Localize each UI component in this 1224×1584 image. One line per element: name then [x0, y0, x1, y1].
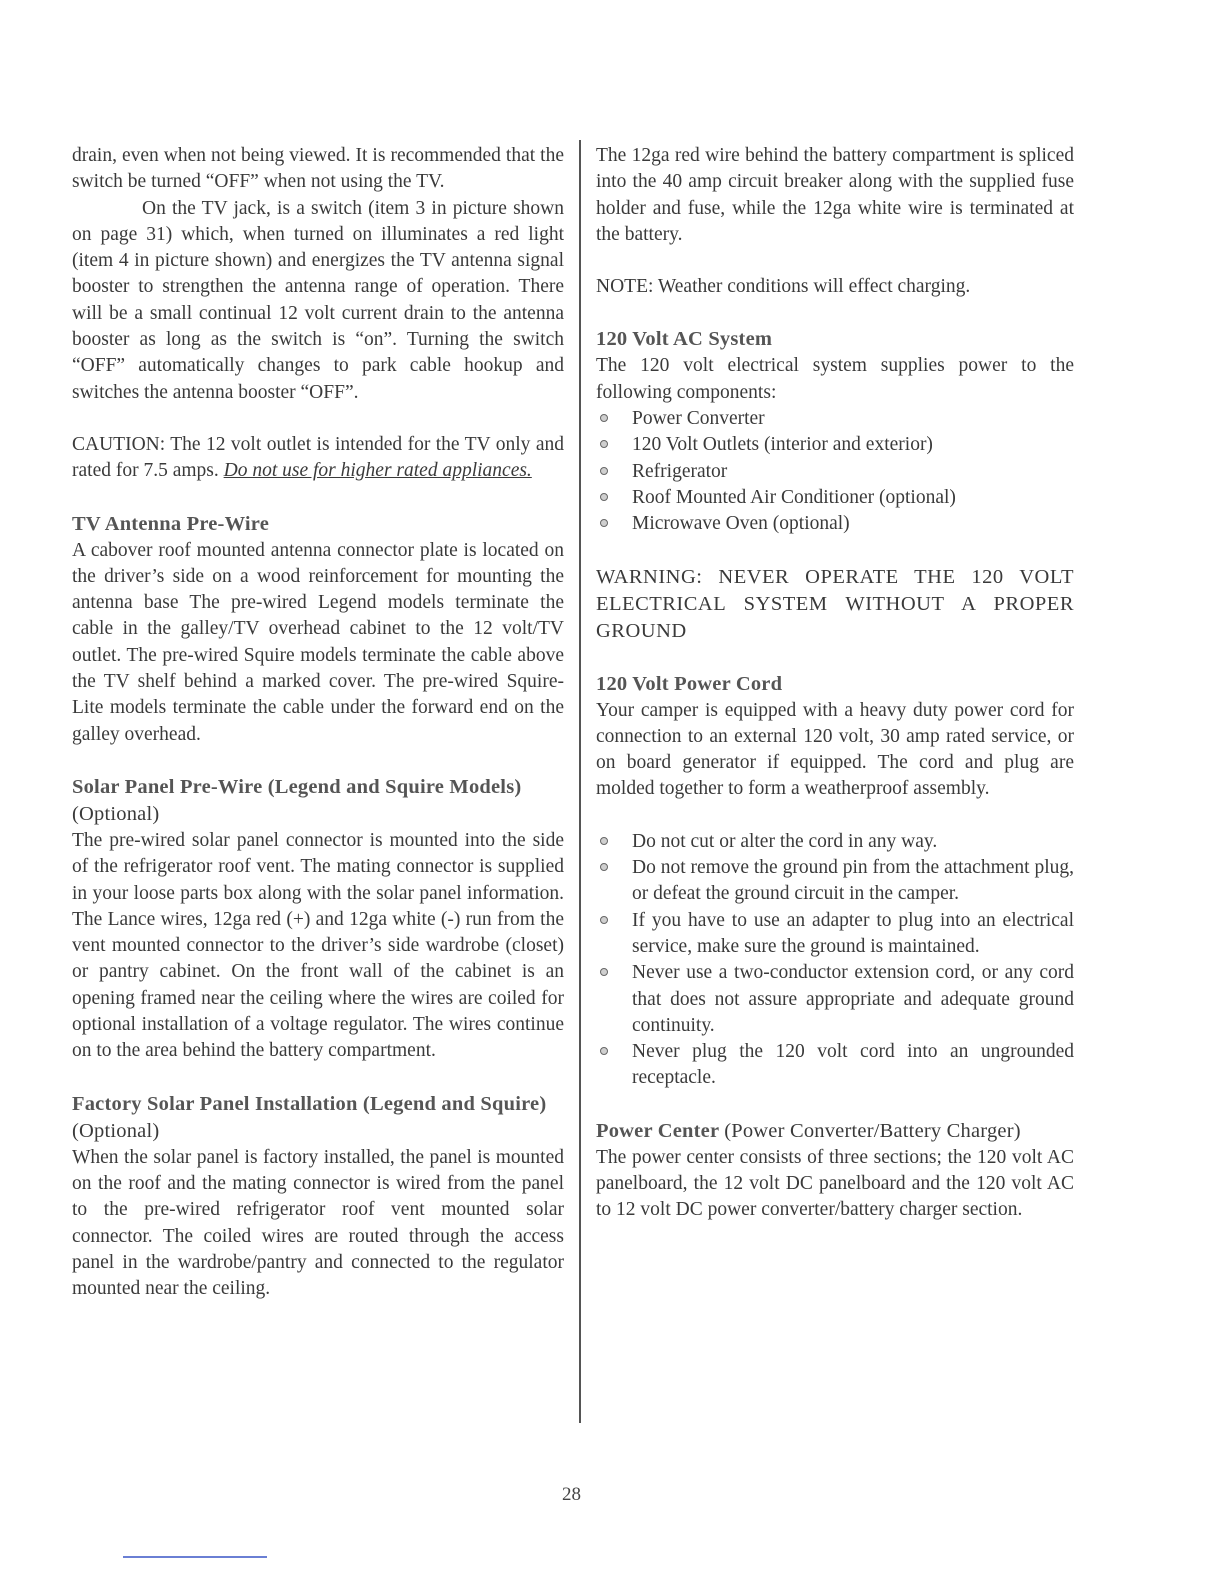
warning-ground: WARNING: NEVER OPERATE THE 120 VOLT ELECTRICAL SYSTEM WITHOUT A PROPER GROUND — [596, 565, 1074, 642]
paragraph-tv-antenna: A cabover roof mounted antenna connector plate is located on the driver’s side on a wood reinforcement for mounting the antenna base The pre-wired Legend models terminate the cable in the galley/TV overhead cabinet to the 12 volt/TV outlet. The pre-wired Squire models terminate the cable above the TV shelf behind a marked cover. The pre-wired Squire-Lite models terminate the cable under the forward end on the galley overhead. — [72, 539, 564, 745]
list-item-text: Do not cut or alter the cord in any way. — [632, 830, 938, 852]
list-item — [596, 829, 1074, 855]
page-number: 28 — [562, 1484, 581, 1505]
list-item-text: Refrigerator — [632, 460, 728, 482]
bullet-icon — [600, 440, 608, 448]
list-item — [596, 511, 1074, 537]
heading-solar-prewire-title: Solar Panel Pre-Wire (Legend and Squire Models) — [72, 775, 522, 798]
heading-power-center-title: Power Center — [596, 1119, 719, 1142]
paragraph-drain: drain, even when not being viewed. It is recommended that the switch be turned “OFF” when not using the TV. — [72, 145, 564, 193]
heading-solar-prewire — [72, 774, 564, 828]
list-item-text: Never use a two-conductor extension cord, or any cord that does not assure appropriate and adequate ground continuity. — [632, 962, 1074, 1036]
list-item — [596, 406, 1074, 432]
list-item — [596, 908, 1074, 961]
heading-power-center — [596, 1118, 1074, 1145]
paragraph-power-cord: Your camper is equipped with a heavy duty power cord for connection to an external 120 volt, 30 amp rated service, or on board generator if equipped. The cord and plug are molded together to form a weatherproof assembly. — [596, 699, 1074, 800]
bullet-icon — [600, 863, 608, 871]
bullet-icon — [600, 493, 608, 501]
list-item-text: Power Converter — [632, 408, 765, 430]
footnote-rule — [123, 1556, 267, 1558]
list-item — [596, 485, 1074, 511]
bullet-icon — [600, 414, 608, 422]
heading-solar-prewire-optional: (Optional) — [72, 802, 160, 825]
paragraph-power-center: The power center consists of three sections; the 120 volt AC panelboard, the 12 volt DC panelboard and the 120 volt AC to 12 volt DC power converter/battery charger section. — [596, 1146, 1074, 1221]
right-column — [596, 143, 1074, 1224]
heading-power-center-subtitle: (Power Converter/Battery Charger) — [724, 1119, 1021, 1142]
heading-factory-solar — [72, 1091, 564, 1145]
list-item — [596, 1039, 1074, 1092]
ac-components-list — [596, 406, 1074, 537]
paragraph-factory-solar: When the solar panel is factory installed, the panel is mounted on the roof and the mating connector is wired from the panel to the pre-wired refrigerator roof vent mounted solar connector. The coiled wires are routed through the access panel in the wardrobe/pantry and connected to the regulator mounted near the ceiling. — [72, 1146, 564, 1300]
heading-ac-system: 120 Volt AC System — [596, 328, 773, 351]
list-item — [596, 459, 1074, 485]
list-item-text: Microwave Oven (optional) — [632, 513, 850, 535]
list-item-text: If you have to use an adapter to plug into an electrical service, make sure the ground is maintained. — [632, 909, 1074, 957]
left-column — [72, 143, 564, 1302]
bullet-icon — [600, 968, 608, 976]
bullet-icon — [600, 1047, 608, 1055]
bullet-icon — [600, 519, 608, 527]
bullet-icon — [600, 916, 608, 924]
list-item — [596, 432, 1074, 458]
caution-underlined-text: Do not use for higher rated appliances. — [223, 460, 532, 482]
heading-factory-solar-title: Factory Solar Panel Installation (Legend and Squire) — [72, 1092, 547, 1115]
list-item-text: Roof Mounted Air Conditioner (optional) — [632, 486, 956, 508]
note-weather: NOTE: Weather conditions will effect charging. — [596, 276, 971, 298]
column-divider — [579, 140, 581, 1423]
bullet-icon — [600, 467, 608, 475]
heading-factory-solar-optional: (Optional) — [72, 1119, 160, 1142]
heading-power-cord: 120 Volt Power Cord — [596, 672, 783, 695]
paragraph-red-wire: The 12ga red wire behind the battery compartment is spliced into the 40 amp circuit breaker along with the supplied fuse holder and fuse, while the 12ga white wire is terminated at the battery. — [596, 145, 1074, 245]
list-item-text: Do not remove the ground pin from the attachment plug, or defeat the ground circuit in the camper. — [632, 857, 1074, 905]
heading-tv-antenna: TV Antenna Pre-Wire — [72, 512, 270, 535]
paragraph-solar-prewire: The pre-wired solar panel connector is mounted into the side of the refrigerator roof vent. The mating connector is supplied in your loose parts box along with the solar panel information. The Lance wires, 12ga red (+) and 12ga white (-) run from the vent mounted connector to the driver’s side wardrobe (closet) or pantry cabinet. On the front wall of the cabinet is an opening framed near the ceiling where the wires are coiled for optional installation of a voltage regulator. The wires continue on to the area behind the battery compartment. — [72, 829, 564, 1062]
list-item — [596, 960, 1074, 1039]
paragraph-ac-system: The 120 volt electrical system supplies power to the following components: — [596, 355, 1074, 403]
list-item-text: Never plug the 120 volt cord into an ungrounded receptacle. — [632, 1041, 1074, 1089]
caution-text: CAUTION: The 12 volt outlet is intended for the TV only and rated for 7.5 amps. — [72, 433, 564, 482]
list-item-text: 120 Volt Outlets (interior and exterior) — [632, 434, 933, 456]
list-item — [596, 855, 1074, 908]
cord-rules-list — [596, 829, 1074, 1092]
paragraph-tv-jack: On the TV jack, is a switch (item 3 in picture shown on page 31) which, when turned on illuminates a red light (item 4 in picture shown) and energizes the TV antenna signal booster to strengthen the antenna range of operation. There will be a small continual 12 volt current drain to the antenna booster as long as the switch is “on”. Turning the switch “OFF” automatically changes to park cable hookup and switches the antenna booster “OFF”. — [72, 197, 564, 403]
caution-paragraph — [72, 432, 564, 485]
bullet-icon — [600, 837, 608, 845]
